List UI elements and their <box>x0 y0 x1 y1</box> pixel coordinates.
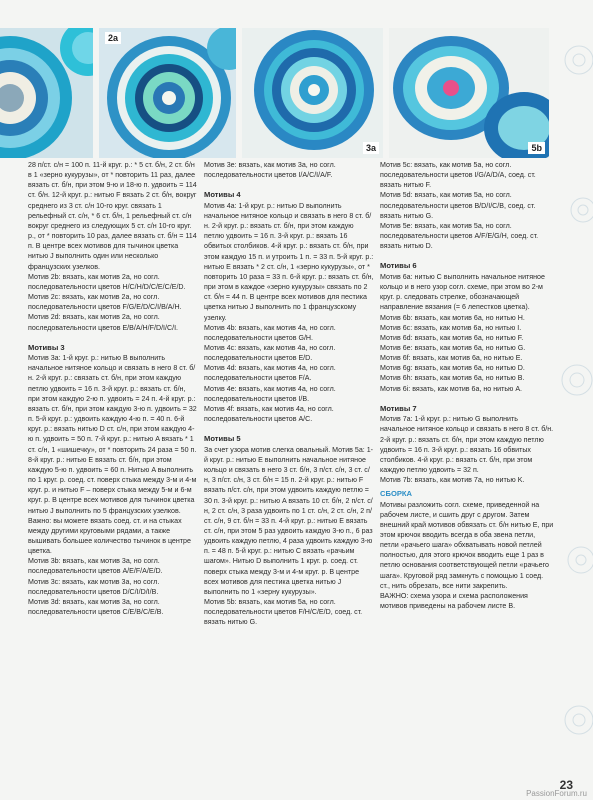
section-heading: Мотивы 5 <box>204 434 241 444</box>
page-number: 23 <box>559 778 573 792</box>
instruction-paragraph: Мотив 7b: вязать, как мотив 7а, но нитью K. <box>380 476 525 485</box>
instruction-paragraph: Мотив 6c: вязать, как мотив 6а, но нитью I. <box>380 323 522 332</box>
instruction-paragraph: Мотив 6b: вязать, как мотив 6а, но нитью H. <box>380 313 525 322</box>
section-heading: Мотивы 3 <box>28 342 65 352</box>
instruction-paragraph: Мотив 6f: вязать, как мотив 6а, но нитью E. <box>380 354 523 363</box>
instruction-paragraph: Мотив 4b: вязать, как мотив 4а, но согл. последовательности цветов G/H. <box>204 323 336 342</box>
spacer <box>380 394 554 404</box>
instruction-paragraph: Мотив 4e: вязать, как мотив 4а, но согл. последовательности цветов I/B. <box>204 384 336 403</box>
photo-label: 2a <box>105 32 121 44</box>
crochet-motif-image <box>0 28 93 158</box>
instruction-paragraph: Мотив 7а: 1-й круг. р.: нитью G выполнить начальное нитяное кольцо и связать в него 8 ст. б/н. 2-й круг. р.: вязать ст. б/н, при этом каждую петлю удвоить = 16 п. 3-й круг. р.: вязать 16 обвитых столбиков. 4-й круг. р.: вязать ст. б/н, при этом каждую петлю удвоить = 32 п. <box>380 415 554 475</box>
instruction-paragraph: Мотив 5b: вязать, как мотив 5а, но согл. последовательности цветов F/H/C/E/D, соед. ст. вязать нитью G. <box>204 598 363 627</box>
crochet-motif-image <box>99 28 236 158</box>
crochet-motif-image <box>389 28 549 158</box>
instruction-paragraph: Мотив 6e: вязать, как мотив 6а, но нитью G. <box>380 344 526 352</box>
instruction-paragraph: Мотив 6i: вязать, как мотив 6а, но нитью A. <box>380 384 523 393</box>
instruction-paragraph: Мотив 6d: вязать, как мотив 6а, но нитью F. <box>380 333 524 342</box>
photo-strip <box>0 0 593 160</box>
crochet-motif-image <box>242 28 383 158</box>
instruction-paragraph: Мотивы разложить согл. схеме, приведенной на рабочем листе, и сшить друг с другом. Затем внешний край мотивов обвязать ст. б/н нитью E, при этом крючок вводить всегда в оба звена петли, петли «рачьего шага» обхватывать новой петлей полностью, для этого крючок вводить еще 1 раз в петлю основания соответствующей петли «рачьего шага». Круговой ряд замкнуть с помощью 1 соед. ст., нить обрезать, все нити закрепить. <box>380 500 554 590</box>
photo-motif-3a <box>242 28 383 158</box>
spacer <box>204 424 374 434</box>
instruction-paragraph: Мотив 2b: вязать, как мотив 2а, но согл. последовательности цветов H/C/H/D/C/E/C/E/D. <box>28 272 186 291</box>
text-column-3 <box>380 160 554 611</box>
section-heading: Мотивы 7 <box>380 403 417 413</box>
spacer <box>380 251 554 261</box>
decorative-lace-border <box>549 0 593 800</box>
instruction-paragraph: Мотив 5d: вязать, как мотив 5а, но согл. последовательности цветов B/D/I/C/B, соед. ст. вязать нитью G. <box>380 191 536 220</box>
instruction-paragraph: Мотив 6а: нитью C выполнить начальное нитяное кольцо и в него узор согл. схеме, при этом во 2-м круг. р. следовать стрелке, обозначающей направление вязания (= 6 лепестков цветка). <box>380 272 545 312</box>
spacer <box>28 333 198 343</box>
instruction-paragraph: Мотив 4а: 1-й круг. р.: нитью D выполнить начальное нитяное кольцо и связать в него 8 ст. б/н. 2-й круг. р.: вязать ст. б/н, при этом каждую петлю удвоить = 16 п. 3-й круг. р.: вязать 16 обвитых столбиков. 4-й круг. р.: вязать ст. б/н, при этом каждую 15 п. и утроить 1 п. = 33 п. 5-й круг. р.: нитью E вязать * 2 ст. с/н, 1 «зерно кукурузы», от * повторить 10 раза = 33 п. 6-й круг. р.: вязать ст. б/н, при этом в каждое «зерно кукурузы» связать по 2 ст. б/н = 44 п. В центре всех мотивов для пестика цветка нитью J выполнить по 1 французскому узелку. <box>204 201 374 322</box>
instruction-paragraph: Мотив 4d: вязать, как мотив 4а, но согл. последовательности цветов F/A. <box>204 364 336 383</box>
spacer <box>204 180 374 190</box>
photo-motif-5b <box>389 28 549 158</box>
instruction-paragraph: 28 п/ст. с/н = 100 п. 11-й круг. р.: * 5 ст. б/н, 2 ст. б/н в 1 «зерно кукурузы», от * повторить 11 раз, далее вязать ст. б/н, при этом 9-ю и 18-ю п. удвоить = 114 ст. б/н. 12-й круг. р.: нитью F вязать 2 ст. б/н, вокруг среднего из 3 ст. с/н 10-го круг. связать 1 рельефный ст. с/н, * 6 ст. б/н, 1 рельефный ст. с/н вокруг среднего из следующих 5 ст. с/н 10-го круг. р., от * повторить 10 раз, далее вязать ст. б/н = 114 п. В центре всех мотивов для тычинок цветка нитью J выполнить один или несколько французских узелков. <box>28 161 197 271</box>
instruction-paragraph: Мотив 3c: вязать, как мотив 3а, но согл. последовательности цветов D/C/I/D/I/B. <box>28 577 160 596</box>
instruction-paragraph: Мотив 5e: вязать, как мотив 5а, но согл. последовательности цветов A/F/E/G/H, соед. ст. вязать нитью D. <box>380 221 539 251</box>
instruction-paragraph: Мотив 3e: вязать, как мотив 3а, но согл. последовательности цветов I/A/C/I/A/F. <box>204 161 336 180</box>
section-heading: Мотивы 6 <box>380 261 417 271</box>
instruction-paragraph: Мотив 5c: вязать, как мотив 5а, но согл. последовательности цветов I/G/A/D/A, соед. ст. вязать нитью F. <box>380 161 536 190</box>
instruction-paragraph: Мотив 3а: 1-й круг. р.: нитью B выполнить начальное нитяное кольцо и связать в него 8 ст. б/н. 2-й круг. р.: связать ст. б/н, при этом каждую петлю удвоить = 16 п. 3-й круг. р.: вязать ст. б/н, при этом каждую 2-ю п. удвоить = 24 п. 4-й круг. р.: вязать ст. б/н, при этом каждую 3-ю п. удвоить = 32 п. 5-й круг. р.: удвоить каждую 4-ю п. = 40 п. 6-й круг. р.: вязать нитью D ст. с/н, при этом каждую 4-ю п. удвоить = 50 п. 7-й круг. р.: нитью A вязать * 1 ст. с/н, 1 «шишечку», от * повторить 24 раза = 50 п. 8-й круг. р.: нитью E вязать ст. б/н, при этом каждую 5-ю п. удвоить = 60 п. Нитью A выполнить по 1 круг. р. соед. ст. поверх стыка между 3-м и 4-м круг. р. и нитью F – поверх стыка между 5-м и 6-м круг. р. В центре всех мотивов для тычинок цветка нитью J выполнить по 5 французских узелков. <box>28 354 197 515</box>
instruction-paragraph: Мотив 2c: вязать, как мотив 2а, но согл. последовательности цветов F/G/E/D/C/I/B/A/H. <box>28 293 182 312</box>
assembly-heading: СБОРКА <box>380 489 413 499</box>
instruction-paragraph: Мотив 4f: вязать, как мотив 4а, но согл. последовательности цветов A/C. <box>204 404 334 424</box>
photo-label: 5b <box>528 142 545 154</box>
photo-motif-2a <box>99 28 236 158</box>
instruction-paragraph: За счет узора мотив слегка овальный. Мотив 5а: 1-й круг. р.: нитью E выполнить начальное нитяное кольцо и связать в него 3 ст. б/н, 3 п/ст. с/н, 3 ст. с/н, 3 п/ст. с/н, 3 ст. б/н = 15 п. 2-й круг. р.: нитью F вязать п/ст. с/н, при этом удвоить каждую петлю = 30 п. 3-й круг. р.: нитью A вязать 10 ст. б/н, 2 п/ст. с/н, 2 ст. с/н, 3 раза удвоить по 1 ст. с/н, 2 ст. с/н, 2 п/ст. с/н, 9 ст. б/н = 33 п. 4-й круг. р.: нитью E вязать ст. с/н, при этом 5 раз удвоить каждую 3-ю п., 6 раз удвоить каждую петлю, 4 раза удвоить каждую 3-ю п. = 48 п. 5-й круг. р.: нитью C вязать «рачьим шагом». Нитью D выполнить 1 круг. р. соед. ст. поверх стыка между 3-м и 4-м круг. р. В центре всех мотивов для пестика цветка нитью J выполнить по 1 «зерну кукурузы». <box>204 445 374 596</box>
photo-label: 3a <box>363 142 379 154</box>
instruction-paragraph: Важно: вы можете вязать соед. ст. и на стыках между другими круговыми рядами, а также вышивать большее количество тычинок в центре цветка. <box>28 516 191 556</box>
instruction-paragraph: Мотив 6h: вязать, как мотив 6а, но нитью B. <box>380 374 525 383</box>
instruction-paragraph: Мотив 3b: вязать, как мотив 3а, но согл. последовательности цветов A/E/F/A/E/D. <box>28 557 163 576</box>
text-column-1 <box>28 160 198 617</box>
text-column-2 <box>204 160 374 628</box>
instruction-paragraph: ВАЖНО: схема узора и схема расположения мотивов приведены на рабочем листе B. <box>380 591 528 611</box>
photo-motif-partial <box>0 28 93 158</box>
instruction-paragraph: Мотив 6g: вязать, как мотив 6а, но нитью D. <box>380 364 525 373</box>
instruction-paragraph: Мотив 2d: вязать, как мотив 2а, но согл. последовательности цветов E/B/A/H/F/D/I/C/I. <box>28 313 179 332</box>
section-heading: Мотивы 4 <box>204 190 241 200</box>
instruction-paragraph: Мотив 4c: вязать, как мотив 4а, но согл. последовательности цветов E/D. <box>204 344 336 363</box>
instruction-paragraph: Мотив 3d: вязать, как мотив 3а, но согл. последовательности цветов C/E/B/C/E/B. <box>28 597 164 617</box>
site-watermark: PassionForum.ru <box>526 789 587 798</box>
